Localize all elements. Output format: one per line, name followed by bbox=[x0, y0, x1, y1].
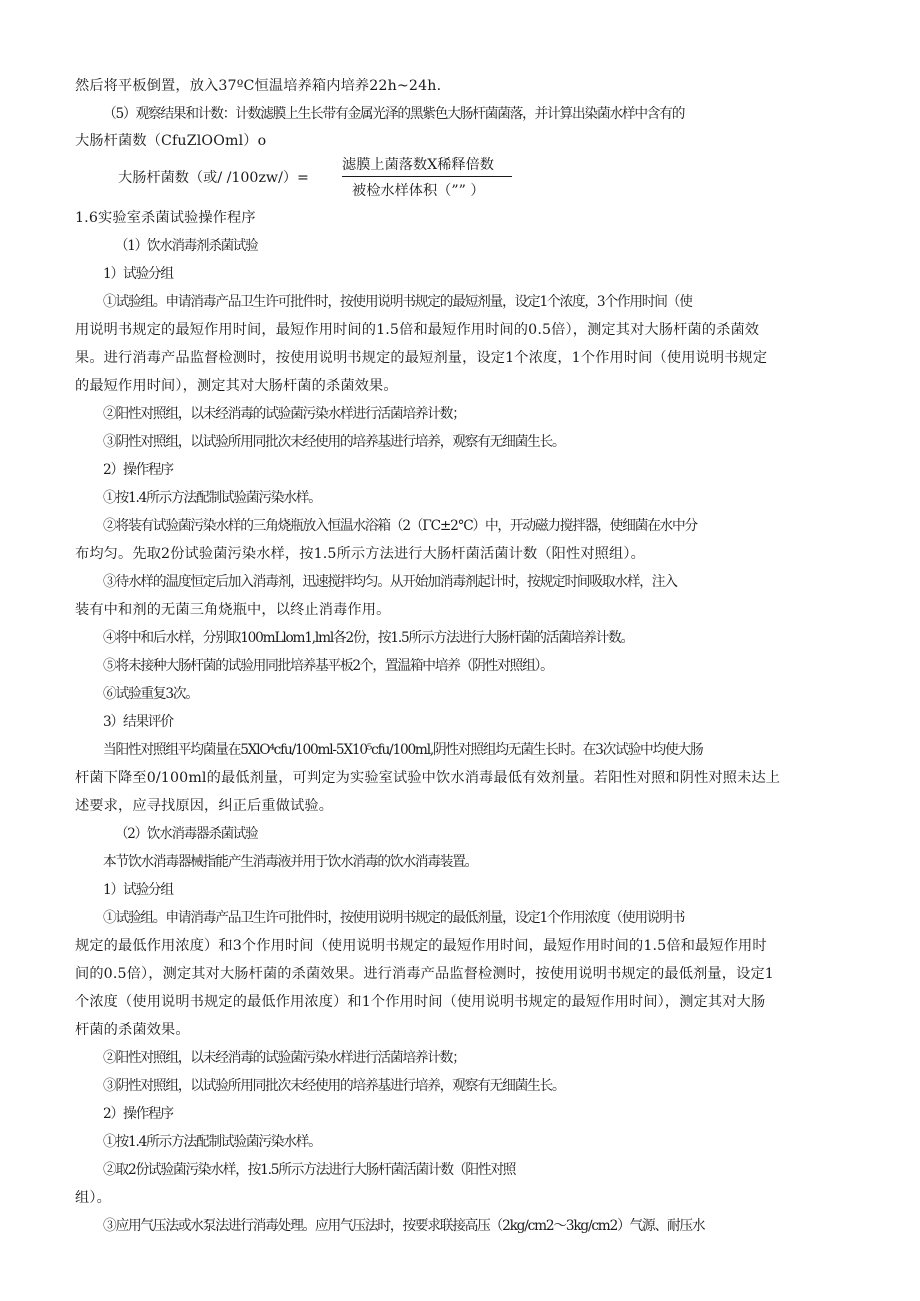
paragraph-line: ①试验组。申请消毒产品卫生许可批件时，按使用说明书规定的最低剂量，设定1个作用浓度（使用说明书 bbox=[103, 910, 685, 926]
paragraph-line: 1）试验分组 bbox=[103, 882, 173, 898]
paragraph-line: ②取2份试验菌污染水样，按1.5所示方法进行大肠杆菌活菌计数（阳性对照 bbox=[103, 1162, 516, 1178]
paragraph-line: ①按1.4所示方法配制试验菌污染水样。 bbox=[103, 1134, 321, 1150]
paragraph-line: 果。进行消毒产品监督检测时，按使用说明书规定的最短剂量，设定1个浓度，1个作用时间（使用说明书规定 bbox=[75, 350, 768, 366]
paragraph-line: 本节饮水消毒器械指能产生消毒液并用于饮水消毒的饮水消毒装置。 bbox=[103, 854, 478, 870]
paragraph-line: 间的0.5倍），测定其对大肠杆菌的杀菌效果。进行消毒产品监督检测时，按使用说明书规定的最低剂量，设定1 bbox=[75, 966, 774, 982]
paragraph-line: ②将装有试验菌污染水样的三角烧瓶放入恒温水浴箱（2（ΓC±2°C）中，开动磁力搅拌器，使细菌在水中分 bbox=[103, 518, 697, 534]
paragraph-line: 1）试验分组 bbox=[103, 266, 173, 282]
paragraph-line: ①试验组。申请消毒产品卫生许可批件时，按使用说明书规定的最短剂量，设定1个浓度，3个作用时间（使 bbox=[103, 294, 692, 310]
formula-denominator: 被检水样体积（”” ） bbox=[352, 183, 485, 199]
paragraph-line: ⑥试验重复3次。 bbox=[103, 686, 198, 702]
paragraph-line: 2）操作程序 bbox=[103, 1106, 173, 1122]
paragraph-line: 3）结果评价 bbox=[103, 714, 173, 730]
section-heading: 1.6实验室杀菌试验操作程序 bbox=[75, 210, 256, 226]
paragraph-line: ③应用气压法或水泵法进行消毒处理。应用气压法时，按要求联接高压（2kg∕cm2～3kg∕cm2）气源、耐压水 bbox=[103, 1218, 705, 1234]
paragraph-line: 用说明书规定的最短作用时间，最短作用时间的1.5倍和最短作用时间的0.5倍），测定其对大肠杆菌的杀菌效 bbox=[75, 322, 760, 338]
paragraph-line: ①按1.4所示方法配制试验菌污染水样。 bbox=[103, 490, 321, 506]
paragraph-line: ③阴性对照组，以试验所用同批次未经使用的培养基进行培养，观察有无细菌生长。 bbox=[103, 434, 565, 450]
fraction-bar bbox=[342, 176, 512, 177]
paragraph-line: ②阳性对照组，以未经消毒的试验菌污染水样进行活菌培养计数； bbox=[103, 406, 465, 422]
paragraph-line: 规定的最低作用浓度）和3个作用时间（使用说明书规定的最短作用时间，最短作用时间的1.5倍和最短作用时 bbox=[75, 938, 767, 954]
paragraph-line: 杆菌下降至0/100ml的最低剂量，可判定为实验室试验中饮水消毒最低有效剂量。若阳性对照和阴性对照未达上 bbox=[75, 770, 781, 786]
paragraph-line: 的最短作用时间），测定其对大肠杆菌的杀菌效果。 bbox=[75, 378, 398, 394]
formula-numerator: 滤膜上菌落数X稀释倍数 bbox=[342, 157, 494, 173]
paragraph-line: 个浓度（使用说明书规定的最低作用浓度）和1个作用时间（使用说明书规定的最短作用时间），测定其对大肠 bbox=[75, 994, 766, 1010]
paragraph-line: 装有中和剂的无菌三角烧瓶中，以终止消毒作用。 bbox=[75, 602, 391, 618]
paragraph-line: 然后将平板倒置，放入37ºC恒温培养箱内培养22h~24h. bbox=[75, 78, 442, 94]
paragraph-line: （5）观察结果和计数：计数滤膜上生长带有金属光泽的黑紫色大肠杆菌菌落，并计算出染菌水样中含有的 bbox=[103, 106, 685, 122]
paragraph-line: 布均匀。先取2份试验菌污染水样，按1.5所示方法进行大肠杆菌活菌计数（阳性对照组）。 bbox=[75, 546, 645, 562]
paragraph-line: 大肠杆菌数（CfuZlOOml）o bbox=[75, 133, 267, 149]
paragraph-line: ②阳性对照组，以未经消毒的试验菌污染水样进行活菌培养计数； bbox=[103, 1050, 465, 1066]
paragraph-line: ③待水样的温度恒定后加入消毒剂，迅速搅拌均匀。从开始加消毒剂起计时，按规定时间吸取水样，注入 bbox=[103, 574, 677, 590]
paragraph-line: ⑤将未接种大肠杆菌的试验用同批培养基平板2个，置温箱中培养（阴性对照组）。 bbox=[103, 658, 553, 674]
formula-lhs: 大肠杆菌数（或/ /100zw/）= bbox=[118, 170, 309, 186]
subsection-heading: （1）饮水消毒剂杀菌试验 bbox=[115, 238, 258, 254]
paragraph-line: ④将中和后水样，分别取100mLlom1,lml各2份，按1.5所示方法进行大肠杆菌的活菌培养计数。 bbox=[103, 630, 634, 646]
paragraph-line: 2）操作程序 bbox=[103, 462, 173, 478]
paragraph-line: 杆菌的杀菌效果。 bbox=[75, 1022, 190, 1038]
paragraph-line: ③阴性对照组，以试验所用同批次未经使用的培养基进行培养，观察有无细菌生长。 bbox=[103, 1078, 565, 1094]
paragraph-line: 当阳性对照组平均菌量在5XlO⁴cfu/100ml-5X10⁵cfu∕100ml,阴性对照组均无菌生长时。在3次试验中均使大肠 bbox=[103, 742, 703, 758]
paragraph-line: 述要求，应寻找原因，纠正后重做试验。 bbox=[75, 798, 334, 814]
paragraph-line: 组）。 bbox=[75, 1190, 111, 1206]
subsection-heading: （2）饮水消毒器杀菌试验 bbox=[115, 826, 258, 842]
